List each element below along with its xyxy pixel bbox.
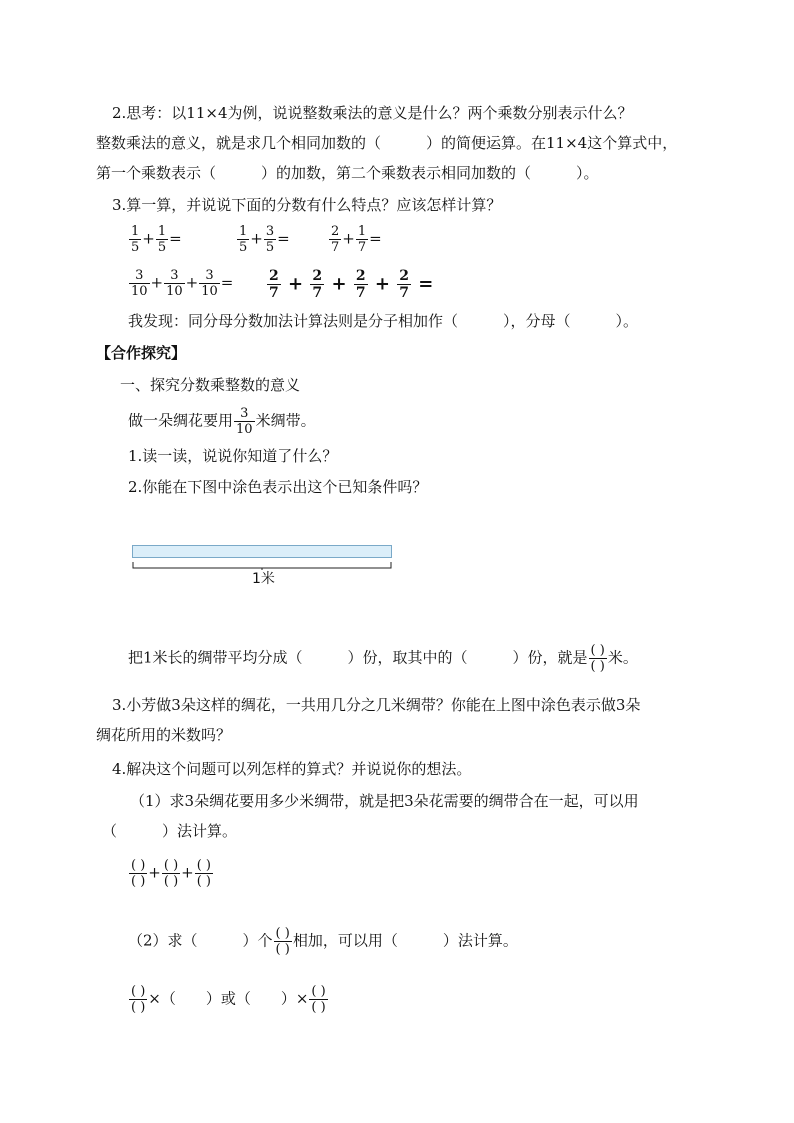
blank-sum: $\frac{( )}{( )}$ + $\frac{( )}{( )}$ + $\frac{( )}{( )}$	[131, 858, 211, 889]
frac-sum-4: $\frac{3}{10}$ + $\frac{3}{10}$ + $\frac{3}{10}$ =	[131, 268, 234, 299]
fill-line: 把1米长的绸带平均分成（ ）份，取其中的（ ）份，就是 $\frac{( )}{( )}$ 米。	[128, 643, 638, 674]
frac-sum-1: $\frac{1}{5}$ + $\frac{1}{5}$ =	[131, 224, 182, 255]
color-question: 2.你能在下图中涂色表示出这个已知条件吗？	[128, 478, 428, 496]
intro-line: 做一朵绸花要用 $\frac{3}{10}$ 米绸带。	[128, 406, 316, 437]
q4-line: 4.解决这个问题可以列怎样的算式？并说说你的想法。	[112, 760, 472, 778]
p1-line-b: （ ）法计算。	[102, 822, 238, 840]
ribbon-bar[interactable]	[132, 545, 392, 558]
mult-line: $\frac{( )}{( )}$ ×（ ）或（ ）× $\frac{( )}{( )}$	[131, 984, 326, 1015]
frac-sum-5: $\frac{2}{7}$ + $\frac{2}{7}$ + $\frac{2}{7}$ + $\frac{2}{7}$ =	[269, 268, 434, 301]
section-sub1: 一、探究分数乘整数的意义	[120, 376, 301, 394]
q2-title: 2.思考：以11×4为例，说说整数乘法的意义是什么？两个乘数分别表示什么？	[112, 104, 633, 122]
q2-line2: 第一个乘数表示（ ）的加数，第二个乘数表示相同加数的（ ）。	[96, 164, 599, 182]
p1-line-a: （1）求3朵绸花要用多少米绸带，就是把3朵花需要的绸带合在一起，可以用	[130, 792, 639, 810]
meter-label: 1米	[252, 571, 275, 587]
p2-line: （2）求（ ）个 $\frac{( )}{( )}$ 相加，可以用（ ）法计算。	[128, 926, 518, 957]
q2-line1: 整数乘法的意义，就是求几个相同加数的（ ）的简便运算。在11×4这个算式中，	[96, 134, 678, 152]
q3-title: 3.算一算，并说说下面的分数有什么特点？应该怎样计算？	[112, 196, 502, 214]
read-question: 1.读一读，说说你知道了什么？	[128, 447, 338, 465]
q3-finding: 我发现：同分母分数加法计算法则是分子相加作（ ），分母（ ）。	[128, 312, 639, 330]
frac-sum-3: $\frac{2}{7}$ + $\frac{1}{7}$ =	[331, 224, 382, 255]
q3-line-b: 绸花所用的米数吗？	[96, 726, 232, 744]
frac-sum-2: $\frac{1}{5}$ + $\frac{3}{5}$ =	[239, 224, 290, 255]
q3-line-a: 3.小芳做3朵这样的绸花，一共用几分之几米绸带？你能在上图中涂色表示做3朵	[112, 696, 641, 714]
section-header: 【合作探究】	[96, 344, 187, 362]
